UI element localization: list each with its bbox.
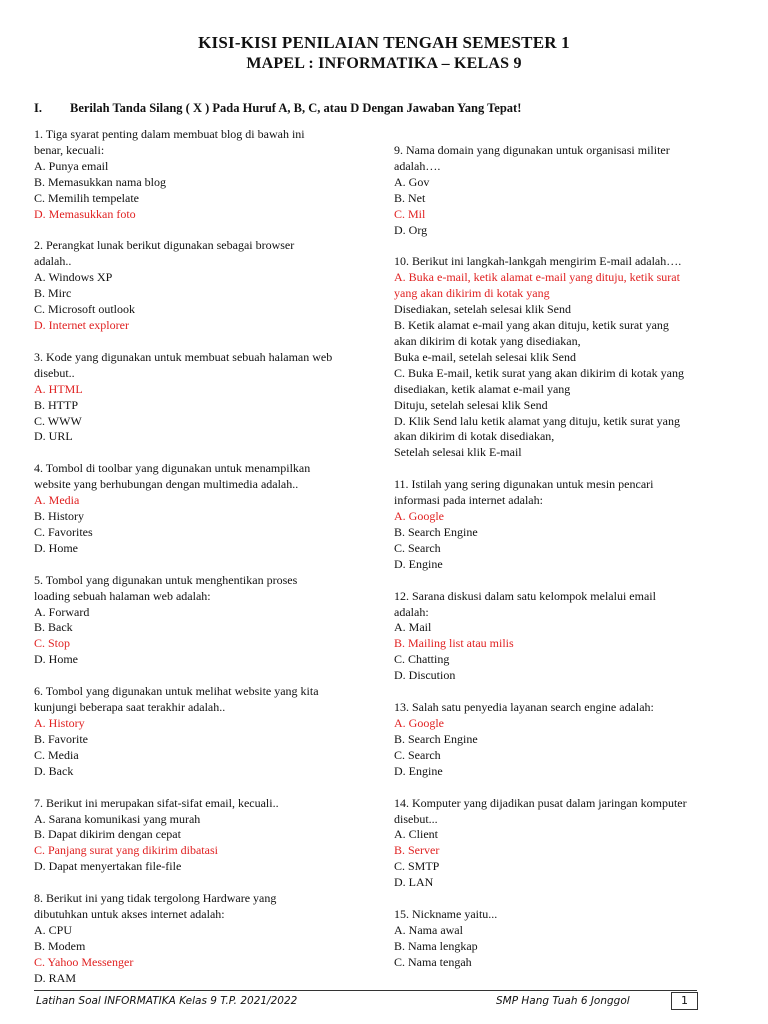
question-line: B. History bbox=[34, 509, 85, 524]
question-text: 10. Berikut ini langkah-lankgah mengirim E-mail adalah…. bbox=[394, 254, 682, 269]
question-block bbox=[394, 143, 739, 238]
question-line: Buka e-mail, setelah selesai klik Send bbox=[394, 349, 576, 364]
question-line: A. Client bbox=[394, 827, 438, 842]
question-line: B. Memasukkan nama blog bbox=[34, 174, 166, 189]
question-line: A. Nama awal bbox=[394, 922, 463, 937]
question-line: A. Punya email bbox=[34, 158, 109, 173]
answer-key-line: D. Internet explorer bbox=[34, 317, 129, 332]
instruction-text: Berilah Tanda Silang ( X ) Pada Huruf A, B, C, atau D Dengan Jawaban Yang Tepat! bbox=[70, 101, 522, 115]
answer-key-line: A. Google bbox=[394, 509, 444, 524]
question-line: A. Mail bbox=[394, 620, 432, 635]
question-block bbox=[394, 477, 739, 572]
answer-key-line: B. Server bbox=[394, 843, 440, 858]
question-line: B. Nama lengkap bbox=[394, 938, 478, 953]
question-line: A. Windows XP bbox=[34, 270, 113, 285]
question-block bbox=[34, 350, 379, 445]
answer-key-line: A. Google bbox=[394, 716, 444, 730]
answer-key-line: C. Yahoo Messenger bbox=[34, 954, 134, 969]
answer-key-line: A. HTML bbox=[34, 381, 83, 396]
question-line: C. Favorites bbox=[34, 524, 93, 539]
question-block bbox=[394, 254, 739, 461]
question-line: kunjungi beberapa saat terakhir adalah.. bbox=[34, 700, 226, 715]
question-line: B. Modem bbox=[34, 938, 86, 953]
question-block bbox=[34, 796, 379, 876]
question-line: D. Home bbox=[34, 652, 78, 667]
question-text: 6. Tombol yang digunakan untuk melihat website yang kita bbox=[34, 684, 319, 699]
question-line: C. Memilih tempelate bbox=[34, 190, 139, 205]
question-block bbox=[34, 461, 379, 556]
question-line: B. Search Engine bbox=[394, 731, 478, 746]
footer-left-text: Latihan Soal INFORMATIKA Kelas 9 T.P. 2021/2022 bbox=[36, 995, 298, 1007]
question-line: informasi pada internet adalah: bbox=[394, 493, 543, 508]
question-line: D. Engine bbox=[394, 763, 443, 778]
question-line: Setelah selesai klik E-mail bbox=[394, 445, 522, 460]
question-line: disediakan, ketik alamat e-mail yang bbox=[394, 381, 571, 396]
answer-key-line: B. Mailing list atau milis bbox=[394, 636, 514, 651]
question-block bbox=[394, 700, 739, 780]
question-line: D. LAN bbox=[394, 875, 434, 890]
question-line: adalah: bbox=[394, 604, 429, 619]
question-line: akan dikirim di kotak disediakan, bbox=[394, 429, 555, 444]
answer-key-line: C. Mil bbox=[394, 206, 426, 221]
question-block bbox=[34, 127, 379, 222]
question-line: Disediakan, setelah selesai klik Send bbox=[394, 302, 571, 317]
question-block bbox=[394, 796, 739, 891]
question-line: adalah…. bbox=[394, 158, 441, 173]
question-block bbox=[34, 573, 379, 668]
question-line: C. SMTP bbox=[394, 859, 440, 874]
question-text: 7. Berikut ini merupakan sifat-sifat email, kecuali.. bbox=[34, 795, 279, 810]
question-line: D. Home bbox=[34, 540, 78, 555]
document-title: KISI-KISI PENILAIAN TENGAH SEMESTER 1 bbox=[198, 33, 570, 52]
question-line: B. HTTP bbox=[34, 397, 79, 412]
question-text: 3. Kode yang digunakan untuk membuat sebuah halaman web bbox=[34, 349, 333, 364]
question-line: C. Media bbox=[34, 747, 79, 762]
question-text: 11. Istilah yang sering digunakan untuk mesin pencari bbox=[394, 477, 654, 492]
question-line: C. Search bbox=[394, 540, 441, 555]
answer-key-line: D. Memasukkan foto bbox=[34, 206, 136, 221]
document-subtitle: MAPEL : INFORMATIKA – KELAS 9 bbox=[246, 55, 522, 72]
question-text: 4. Tombol di toolbar yang digunakan untuk menampilkan bbox=[34, 461, 311, 476]
question-line: D. RAM bbox=[34, 970, 77, 985]
question-line: benar, kecuali: bbox=[34, 142, 105, 157]
left-question-column bbox=[34, 127, 379, 1003]
question-text: 2. Perangkat lunak berikut digunakan sebagai browser bbox=[34, 238, 295, 253]
question-line: A. CPU bbox=[34, 922, 73, 937]
question-line: C. Search bbox=[394, 747, 441, 762]
question-line: D. Back bbox=[34, 763, 74, 778]
question-block bbox=[34, 238, 379, 333]
question-line: A. Sarana komunikasi yang murah bbox=[34, 811, 201, 826]
question-line: C. Microsoft outlook bbox=[34, 302, 135, 317]
question-block bbox=[394, 907, 739, 971]
question-line: C. Buka E-mail, ketik surat yang akan dikirim di kotak yang bbox=[394, 365, 684, 380]
question-line: D. Klik Send lalu ketik alamat yang dituju, ketik surat yang bbox=[394, 413, 680, 428]
question-line: C. Nama tengah bbox=[394, 954, 472, 969]
question-line: website yang berhubungan dengan multimedia adalah.. bbox=[34, 477, 299, 492]
question-line: B. Dapat dikirim dengan cepat bbox=[34, 827, 181, 842]
question-line: D. Engine bbox=[394, 556, 443, 571]
question-text: 14. Komputer yang dijadikan pusat dalam jaringan komputer bbox=[394, 795, 687, 810]
question-line: B. Mirc bbox=[34, 286, 72, 301]
question-line: A. Gov bbox=[394, 174, 430, 189]
question-line: B. Ketik alamat e-mail yang akan dituju, ketik surat yang bbox=[394, 318, 669, 333]
question-line: B. Net bbox=[394, 190, 426, 205]
question-line: akan dikirim di kotak yang disediakan, bbox=[394, 333, 581, 348]
answer-key-line: A. History bbox=[34, 716, 85, 730]
question-line: D. Dapat menyertakan file-file bbox=[34, 859, 182, 874]
answer-key-line: A. Buka e-mail, ketik alamat e-mail yang dituju, ketik surat bbox=[394, 270, 680, 285]
question-block bbox=[34, 684, 379, 779]
question-text: 9. Nama domain yang digunakan untuk organisasi militer bbox=[394, 143, 670, 157]
question-text: 15. Nickname yaitu... bbox=[394, 907, 498, 922]
section-number: I. bbox=[34, 101, 42, 115]
question-line: adalah.. bbox=[34, 254, 72, 269]
question-line: Dituju, setelah selesai klik Send bbox=[394, 397, 548, 412]
question-block bbox=[34, 891, 379, 986]
question-line: D. Discution bbox=[394, 668, 456, 683]
question-block bbox=[394, 589, 739, 684]
question-line: C. WWW bbox=[34, 413, 82, 428]
question-line: B. Search Engine bbox=[394, 524, 478, 539]
question-line: C. Chatting bbox=[394, 652, 450, 667]
question-line: dibutuhkan untuk akses internet adalah: bbox=[34, 907, 225, 922]
question-line: B. Favorite bbox=[34, 731, 88, 746]
page-number: 1 bbox=[671, 992, 698, 1010]
answer-key-line: A. Media bbox=[34, 493, 80, 508]
section-instruction bbox=[34, 101, 521, 116]
question-line: A. Forward bbox=[34, 604, 90, 619]
question-line: B. Back bbox=[34, 620, 73, 635]
right-question-column bbox=[394, 143, 739, 987]
question-text: 12. Sarana diskusi dalam satu kelompok melalui email bbox=[394, 588, 656, 603]
page-footer bbox=[34, 990, 697, 1013]
question-line: D. URL bbox=[34, 429, 73, 444]
question-text: 8. Berikut ini yang tidak tergolong Hardware yang bbox=[34, 891, 277, 906]
answer-key-line: yang akan dikirim di kotak yang bbox=[394, 286, 550, 301]
question-line: disebut... bbox=[394, 811, 438, 826]
answer-key-line: C. Stop bbox=[34, 636, 71, 651]
question-line: loading sebuah halaman web adalah: bbox=[34, 588, 211, 603]
question-line: D. Org bbox=[394, 222, 428, 237]
question-line: disebut.. bbox=[34, 365, 75, 380]
question-text: 1. Tiga syarat penting dalam membuat blog di bawah ini bbox=[34, 127, 305, 141]
answer-key-line: C. Panjang surat yang dikirim dibatasi bbox=[34, 843, 218, 858]
footer-right-text: SMP Hang Tuah 6 Jonggol bbox=[496, 995, 630, 1007]
question-text: 13. Salah satu penyedia layanan search engine adalah: bbox=[394, 700, 654, 715]
question-text: 5. Tombol yang digunakan untuk menghentikan proses bbox=[34, 572, 298, 587]
